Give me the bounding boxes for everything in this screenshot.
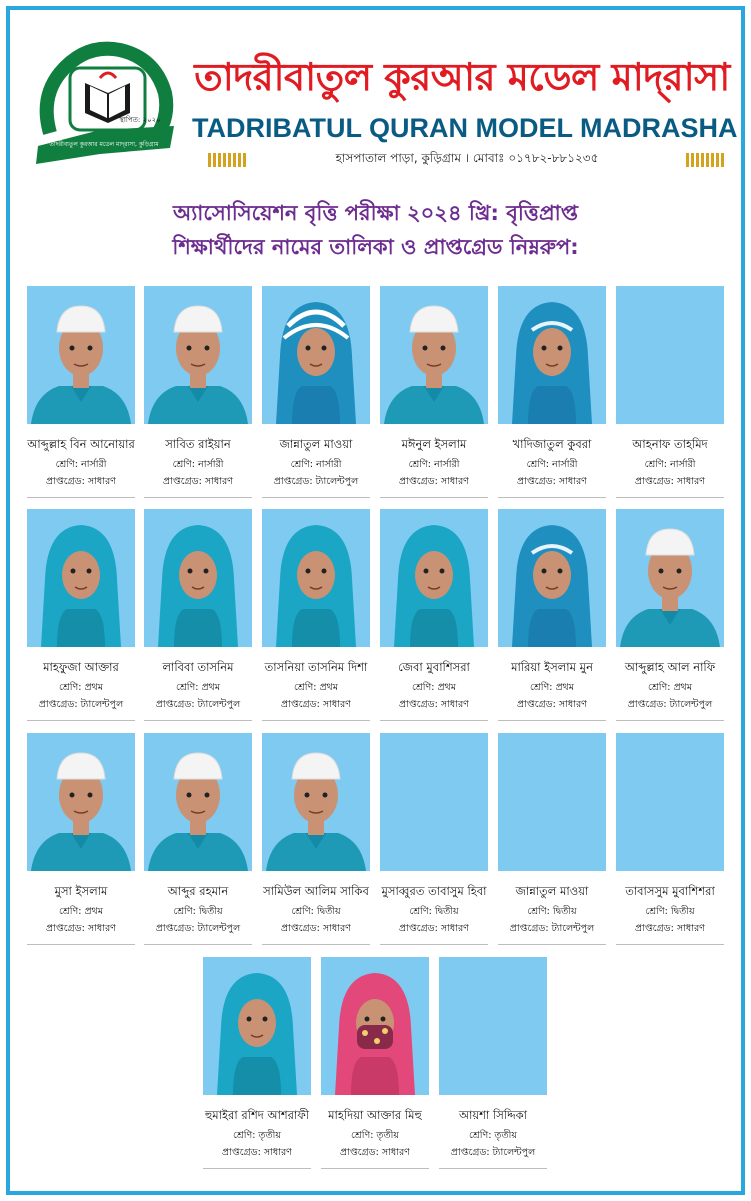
student-photo	[616, 509, 724, 647]
student-class: শ্রেণি: প্রথম	[176, 682, 220, 693]
student-class: শ্রেণি: প্রথম	[412, 682, 456, 693]
student-photo	[203, 957, 311, 1095]
student-name: জান্নাতুল মাওয়া	[515, 884, 589, 898]
student-card	[439, 957, 547, 1175]
student-card	[262, 509, 370, 727]
student-card	[321, 957, 429, 1175]
student-class: শ্রেণি: প্রথম	[59, 906, 103, 917]
student-grade: প্রাপ্তগ্রেড: ট্যালেন্টপুল	[155, 923, 241, 934]
student-class: শ্রেণি: প্রথম	[648, 682, 692, 693]
student-grade: প্রাপ্তগ্রেড: সাধারণ	[635, 923, 705, 934]
card-divider	[616, 720, 724, 721]
madrasa-title-bangla: তাদরীবাতুল কুরআর মডেল মাদ্‌রাসা	[194, 55, 730, 99]
student-class: শ্রেণি: নার্সারী	[172, 459, 224, 470]
student-photo	[262, 733, 370, 871]
student-name: মুসাব্বুরত তাবাসুম হিবা	[381, 884, 487, 898]
photo-placeholder	[380, 733, 488, 871]
student-grade: প্রাপ্তগ্রেড: সাধারণ	[163, 476, 233, 487]
photo-placeholder	[616, 286, 724, 424]
logo-established-text: স্থাপিত: ২০২০	[119, 116, 161, 124]
student-card	[380, 509, 488, 727]
student-grade: প্রাপ্তগ্রেড: সাধারণ	[399, 476, 469, 487]
student-grade: প্রাপ্তগ্রেড: সাধারণ	[222, 1147, 292, 1158]
student-grade: প্রাপ্তগ্রেড: ট্যালেন্টপুল	[450, 1147, 536, 1158]
student-grade: প্রাপ্তগ্রেড: সাধারণ	[340, 1147, 410, 1158]
student-name: সাবিত রাইয়ান	[165, 437, 231, 451]
student-card	[203, 957, 311, 1175]
student-photo	[27, 509, 135, 647]
student-card	[616, 733, 724, 951]
student-photo	[498, 286, 606, 424]
card-divider	[144, 720, 252, 721]
student-photo	[27, 286, 135, 424]
student-class: শ্রেণি: দ্বিতীয়	[409, 906, 459, 917]
student-grade: প্রাপ্তগ্রেড: সাধারণ	[46, 476, 116, 487]
student-card	[616, 509, 724, 727]
madrasa-title-english: TADRIBATUL QURAN MODEL MADRASHA	[192, 113, 738, 143]
card-divider	[321, 1168, 429, 1169]
student-class: শ্রেণি: নার্সারী	[644, 459, 696, 470]
student-class: শ্রেণি: নার্সারী	[526, 459, 578, 470]
student-photo	[321, 957, 429, 1095]
student-grade: প্রাপ্তগ্রেড: ট্যালেন্টপুল	[273, 476, 359, 487]
student-name: তাসনিয়া তাসনিম দিশা	[264, 660, 368, 674]
card-divider	[380, 720, 488, 721]
student-card	[27, 509, 135, 727]
student-grade: প্রাপ্তগ্রেড: সাধারণ	[46, 923, 116, 934]
student-name: আহনাফ তাহমিদ	[632, 437, 708, 451]
student-card	[616, 286, 724, 504]
card-divider	[380, 944, 488, 945]
card-divider	[498, 497, 606, 498]
student-card	[27, 733, 135, 951]
student-name: মারিয়া ইসলাম মুন	[511, 660, 593, 674]
heading-line-1: অ্যাসোসিয়েশন বৃত্তি পরীক্ষা ২০২৪ খ্রি: বৃত্তিপ্রাপ্ত	[173, 201, 578, 225]
student-photo	[380, 509, 488, 647]
student-grade: প্রাপ্তগ্রেড: সাধারণ	[281, 923, 351, 934]
student-grade: প্রাপ্তগ্রেড: সাধারণ	[635, 476, 705, 487]
student-name: তাবাসসুম মুবাশিশরা	[625, 884, 715, 898]
student-class: শ্রেণি: দ্বিতীয়	[291, 906, 341, 917]
student-grade: প্রাপ্তগ্রেড: সাধারণ	[399, 699, 469, 710]
student-grade: প্রাপ্তগ্রেড: ট্যালেন্টপুল	[38, 699, 124, 710]
student-photo	[380, 286, 488, 424]
student-card	[144, 733, 252, 951]
student-class: শ্রেণি: প্রথম	[530, 682, 574, 693]
student-photo	[262, 286, 370, 424]
student-name: জেবা মুবাশিসরা	[398, 660, 470, 674]
student-card	[498, 733, 606, 951]
student-grade: প্রাপ্তগ্রেড: সাধারণ	[281, 699, 351, 710]
student-class: শ্রেণি: দ্বিতীয়	[527, 906, 577, 917]
student-photo	[498, 509, 606, 647]
student-class: শ্রেণি: তৃতীয়	[350, 1130, 399, 1141]
student-name: মঈনুল ইসলাম	[401, 437, 467, 451]
student-grade: প্রাপ্তগ্রেড: ট্যালেন্টপুল	[627, 699, 713, 710]
student-name: লাবিবা তাসনিম	[162, 660, 234, 674]
student-grade: প্রাপ্তগ্রেড: সাধারণ	[517, 476, 587, 487]
student-card	[498, 286, 606, 504]
student-card	[262, 733, 370, 951]
card-divider	[616, 944, 724, 945]
student-name: আব্দুর রহমান	[167, 884, 229, 898]
student-class: শ্রেণি: দ্বিতীয়	[645, 906, 695, 917]
student-card	[144, 509, 252, 727]
student-name: সামিউল আলিম সাকিব	[263, 884, 369, 898]
student-photo	[262, 509, 370, 647]
card-divider	[262, 497, 370, 498]
logo-ring-text: তাদরীবাতুল কুরআর মডেল মাদ্‌রাসা, কুড়িগ্রাম	[49, 141, 159, 148]
address-text: হাসপাতাল পাড়া, কুড়িগ্রাম । মোবাঃ ০১৭৮২-৮৮১২৩৫	[335, 151, 599, 165]
student-card	[144, 286, 252, 504]
student-name: জান্নাতুল মাওয়া	[279, 437, 353, 451]
card-divider	[144, 497, 252, 498]
card-divider	[27, 720, 135, 721]
photo-placeholder	[498, 733, 606, 871]
student-grade: প্রাপ্তগ্রেড: সাধারণ	[517, 699, 587, 710]
student-name: আব্দুল্লাহ আল নাফি	[624, 660, 716, 674]
student-photo	[144, 286, 252, 424]
student-name: খাদিজাতুল কুবরা	[512, 437, 592, 451]
card-divider	[27, 944, 135, 945]
student-name: মাহদিয়া আক্তার মিহু	[328, 1108, 422, 1122]
student-name: মাহফুজা আক্তার	[43, 660, 119, 674]
card-divider	[144, 944, 252, 945]
student-name: আব্দুল্লাহ বিন আনোয়ার	[27, 437, 135, 451]
student-photo	[144, 733, 252, 871]
photo-placeholder	[439, 957, 547, 1095]
card-divider	[262, 720, 370, 721]
student-grade: প্রাপ্তগ্রেড: সাধারণ	[399, 923, 469, 934]
student-grade: প্রাপ্তগ্রেড: ট্যালেন্টপুল	[155, 699, 241, 710]
student-name: আয়শা সিদ্দিকা	[458, 1108, 528, 1122]
student-photo	[27, 733, 135, 871]
card-divider	[27, 497, 135, 498]
card-divider	[262, 944, 370, 945]
student-card	[262, 286, 370, 504]
student-name: হুমাইরা রশিদ আশরাফী	[204, 1108, 310, 1122]
student-class: শ্রেণি: তৃতীয়	[468, 1130, 517, 1141]
card-divider	[380, 497, 488, 498]
student-card	[380, 286, 488, 504]
student-class: শ্রেণি: নার্সারী	[55, 459, 107, 470]
student-class: শ্রেণি: প্রথম	[294, 682, 338, 693]
card-divider	[498, 720, 606, 721]
heading-line-2: শিক্ষার্থীদের নামের তালিকা ও প্রাপ্তগ্রেড নিম্নরুপ:	[172, 235, 579, 259]
card-divider	[498, 944, 606, 945]
student-class: শ্রেণি: নার্সারী	[408, 459, 460, 470]
student-class: শ্রেণি: নার্সারী	[290, 459, 342, 470]
student-card	[27, 286, 135, 504]
student-card	[498, 509, 606, 727]
student-class: শ্রেণি: প্রথম	[59, 682, 103, 693]
student-name: মুসা ইসলাম	[54, 884, 108, 898]
student-grade: প্রাপ্তগ্রেড: ট্যালেন্টপুল	[509, 923, 595, 934]
card-divider	[616, 497, 724, 498]
student-class: শ্রেণি: তৃতীয়	[232, 1130, 281, 1141]
student-card	[380, 733, 488, 951]
student-photo	[144, 509, 252, 647]
card-divider	[203, 1168, 311, 1169]
student-class: শ্রেণি: দ্বিতীয়	[173, 906, 223, 917]
card-divider	[439, 1168, 547, 1169]
photo-placeholder	[616, 733, 724, 871]
